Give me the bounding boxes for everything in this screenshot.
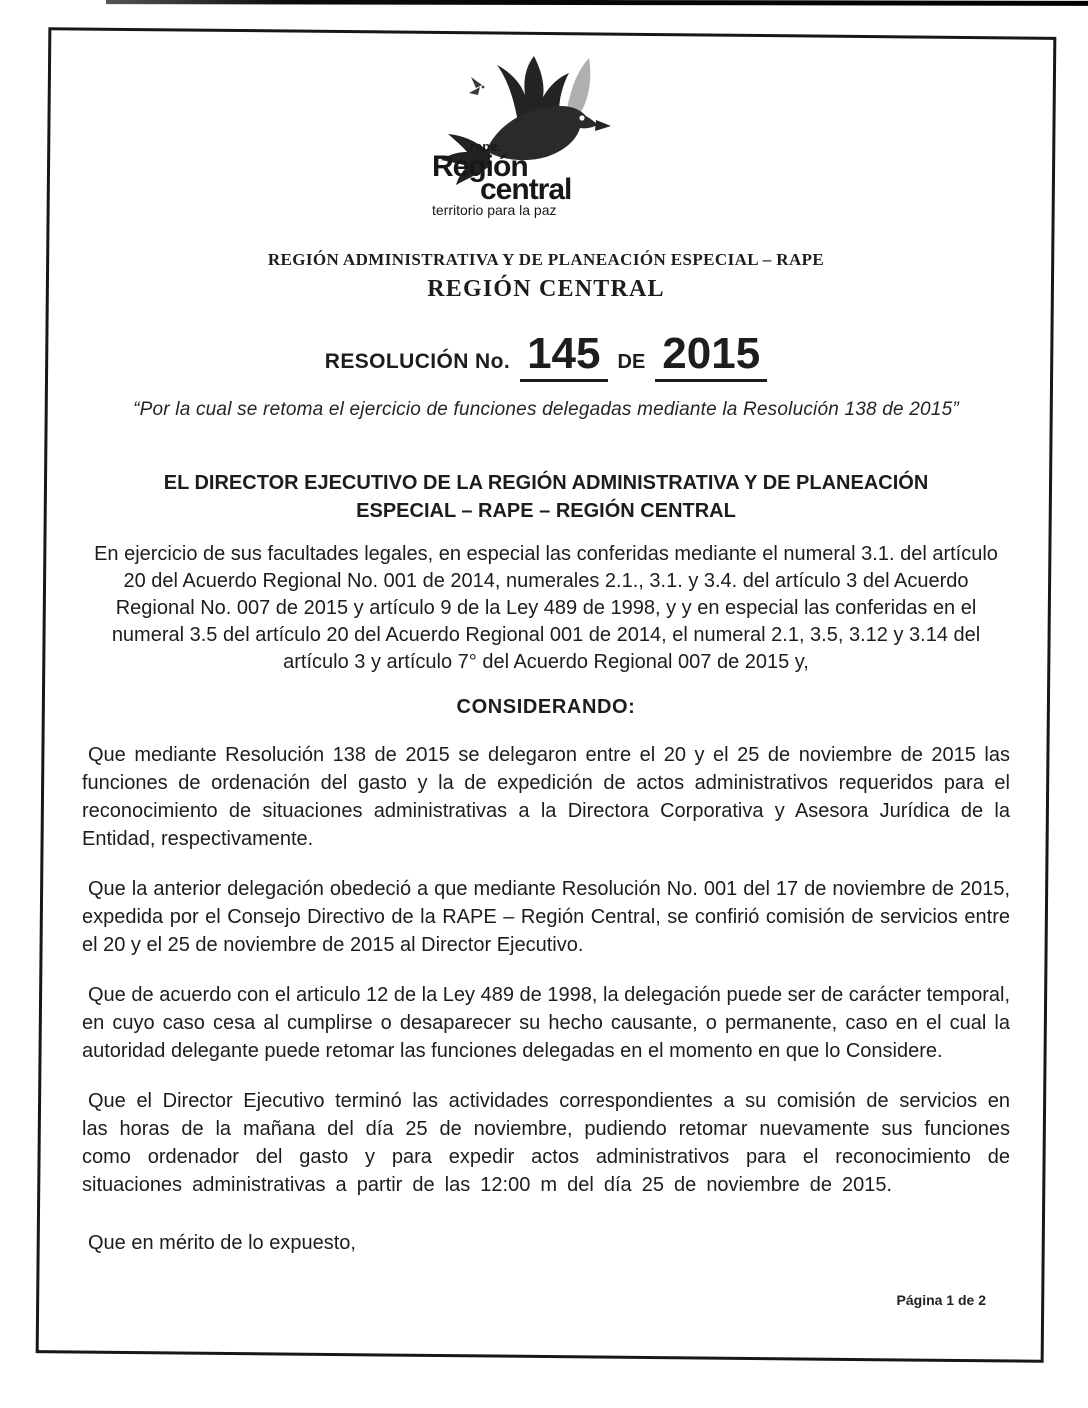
resolution-subject: “Por la cual se retoma el ejercicio de funciones delegadas mediante la Resolución 138 de 2015” bbox=[133, 399, 959, 420]
resolution-label: RESOLUCIÓN No. bbox=[324, 350, 511, 373]
considerando-heading: CONSIDERANDO: bbox=[456, 696, 636, 718]
considerando-paragraph: Que la anterior delegación obedeció a que mediante Resolución No. 001 del 17 de noviembre de 2015, expedida por el Consejo Directivo de la RAPE – Región Central, se confirió comisión de servicios entre el 20 y el 25 de noviembre de 2015 al Director Ejecutivo. bbox=[82, 878, 1010, 956]
authority-line-2: ESPECIAL – RAPE – REGIÓN CENTRAL bbox=[356, 500, 736, 522]
authority-heading bbox=[82, 469, 1010, 525]
logo-brand-central: central bbox=[480, 173, 572, 206]
resolution-title bbox=[82, 329, 1010, 382]
considerando-paragraph: Que el Director Ejecutivo terminó las actividades correspondientes a su comisión de servicios en las horas de la mañana del día 25 de noviembre, pudiendo retomar nuevamente sus funciones como ordenador del gasto y para expedir actos administrativos para el reconocimiento de situaciones administrativas a partir de las 12:00 m del día 25 de noviembre de 2015. bbox=[82, 1090, 1010, 1196]
region-central-logo bbox=[418, 52, 630, 222]
considerando-paragraph: Que de acuerdo con el articulo 12 de la Ley 489 de 1998, la delegación puede ser de carácter temporal, en cuyo caso cesa al cumplirse o desaparecer su hecho causante, o permanente, caso en el cual la autoridad delegante puede retomar las funciones delegadas en el momento en que lo Considere. bbox=[82, 984, 1010, 1062]
resolution-year: 2015 bbox=[655, 332, 767, 382]
logo-brand-rape: rape. bbox=[470, 139, 502, 154]
org-name-line: REGIÓN ADMINISTRATIVA Y DE PLANEACIÓN ESPECIAL – RAPE bbox=[267, 250, 825, 269]
resolution-de: DE bbox=[617, 351, 646, 373]
logo-tagline: territorio para la paz bbox=[432, 202, 557, 218]
resolution-number: 145 bbox=[520, 332, 607, 382]
butterfly-icon bbox=[469, 77, 484, 95]
legal-preamble: En ejercicio de sus facultades legales, en especial las conferidas mediante el numeral 3.1. del artículo 20 del Acuerdo Regional No. 001 de 2014, numerales 2.1., 3.1. y 3.4. del artículo 3 del Acuerdo Regional No. 007 de 2015 y artículo 9 de la Ley 489 de 1998, y y en especial las conferidas en el numeral 3.5 del artículo 20 del Acuerdo Regional 001 de 2014, el numeral 2.1, 3.5, 3.12 y 3.14 del artículo 3 y artículo 7° del Acuerdo Regional 007 de 2015 y, bbox=[94, 543, 998, 673]
authority-line-1: EL DIRECTOR EJECUTIVO DE LA REGIÓN ADMINISTRATIVA Y DE PLANEACIÓN bbox=[163, 472, 929, 494]
closing-line: Que en mérito de lo expuesto, bbox=[88, 1232, 356, 1254]
logo-block bbox=[82, 0, 1010, 227]
considerando-paragraph: Que mediante Resolución 138 de 2015 se delegaron entre el 20 y el 25 de noviembre de 2015 las funciones de ordenación del gasto y la de expedición de actos administrativos requeridos para el reconocimiento de situaciones administrativas a la Directora Corporativa y Asesora Jurídica de la Entidad, respectivamente. bbox=[82, 744, 1010, 850]
document-content bbox=[82, 0, 1010, 1257]
logo-brand-region: Región bbox=[432, 150, 528, 183]
page-number: Página 1 de 2 bbox=[896, 1292, 986, 1308]
org-region-line: REGIÓN CENTRAL bbox=[427, 276, 665, 302]
